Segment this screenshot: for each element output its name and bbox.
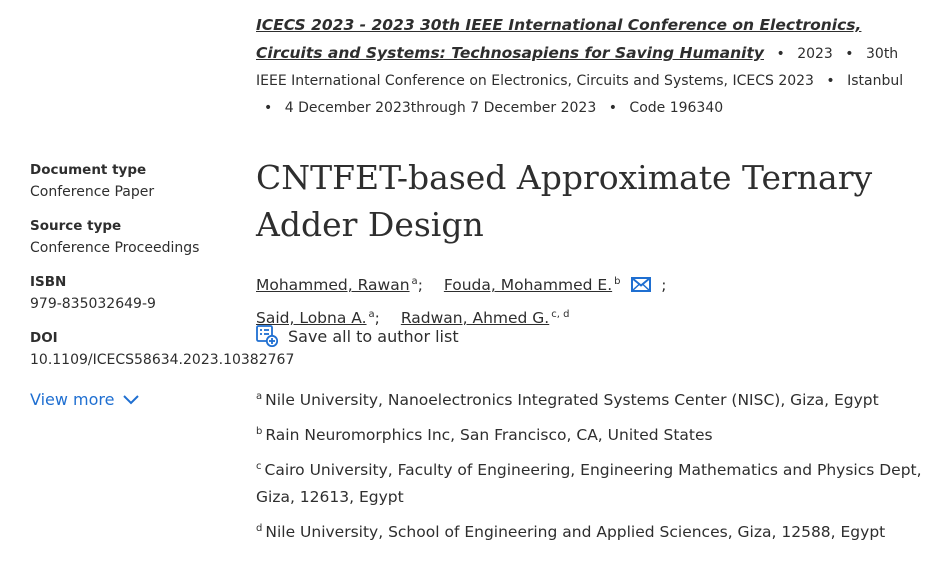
document-type-value: Conference Paper [30, 184, 155, 200]
author-link[interactable]: Said, Lobna A. [256, 309, 367, 328]
affiliation-sup: a [256, 391, 263, 402]
document-metadata [30, 160, 295, 409]
separator-dot: • [826, 73, 835, 89]
save-all-label: Save all to author list [288, 326, 459, 346]
doi-value: 10.1109/ICECS58634.2023.10382767 [30, 352, 295, 368]
affiliation-text: Cairo University, Faculty of Engineering, Engineering Mathematics and Physics Dept, Giza, 12613, Egypt [256, 461, 922, 507]
author-separator: ; [417, 276, 423, 295]
affiliation-item [256, 418, 926, 449]
affiliation-text: Nile University, School of Engineering and Applied Sciences, Giza, 12588, Egypt [265, 523, 886, 542]
email-icon[interactable] [631, 273, 651, 301]
affiliation-sup: c [256, 461, 262, 473]
source-year: 2023 [797, 46, 833, 62]
author-list [256, 268, 926, 332]
author-sup: b [614, 276, 621, 287]
author-sup: c, d [551, 309, 570, 321]
author-link[interactable]: Mohammed, Rawan [256, 276, 410, 295]
isbn-label: ISBN [30, 274, 67, 290]
doi-label: DOI [30, 330, 58, 346]
affiliation-sup: b [256, 426, 263, 438]
affiliation-item [256, 383, 926, 414]
author-link[interactable]: Fouda, Mohammed E. [443, 276, 613, 295]
affiliation-item [256, 515, 926, 546]
separator-dot: • [776, 46, 785, 62]
author-link[interactable]: Radwan, Ahmed G. [400, 309, 550, 328]
document-type-label: Document type [30, 162, 147, 178]
author-list-add-icon [256, 325, 278, 347]
view-more-label: View more [30, 390, 115, 409]
affiliation-text: Nile University, Nanoelectronics Integrated Systems Center (NISC), Giza, Egypt [265, 391, 879, 410]
conference-link[interactable]: ICECS 2023 - 2023 30th IEEE International Conference on Electronics, Circuits and Systems: Technosapiens for Saving Humanity [256, 16, 862, 62]
separator-dot: • [264, 100, 273, 116]
author-separator: ; [656, 276, 667, 295]
proceedings-name: 30th IEEE International Conference on Electronics, Circuits and Systems, ICECS 2023 [256, 46, 899, 89]
conference-code: Code 196340 [629, 100, 724, 116]
affiliation-text: Rain Neuromorphics Inc, San Francisco, CA, United States [265, 426, 713, 445]
affiliation-sup: d [256, 523, 263, 535]
source-type-label: Source type [30, 218, 122, 234]
author-separator: ; [374, 309, 380, 328]
source-type-value: Conference Proceedings [30, 240, 200, 256]
isbn-value: 979-835032649-9 [30, 296, 156, 312]
source-info [256, 12, 928, 122]
chevron-down-icon [123, 395, 139, 405]
conference-dates: 4 December 2023through 7 December 2023 [284, 100, 597, 116]
save-all-to-author-list-button[interactable] [256, 325, 459, 347]
author-sup: a [411, 276, 418, 287]
affiliation-item [256, 453, 926, 511]
conference-location: Istanbul [847, 73, 904, 89]
view-more-button[interactable] [30, 390, 139, 409]
separator-dot: • [608, 100, 617, 116]
separator-dot: • [845, 46, 854, 62]
document-title: CNTFET-based Approximate Ternary Adder Design [256, 158, 873, 244]
author-sup: a [368, 309, 375, 321]
affiliation-list [256, 383, 926, 551]
